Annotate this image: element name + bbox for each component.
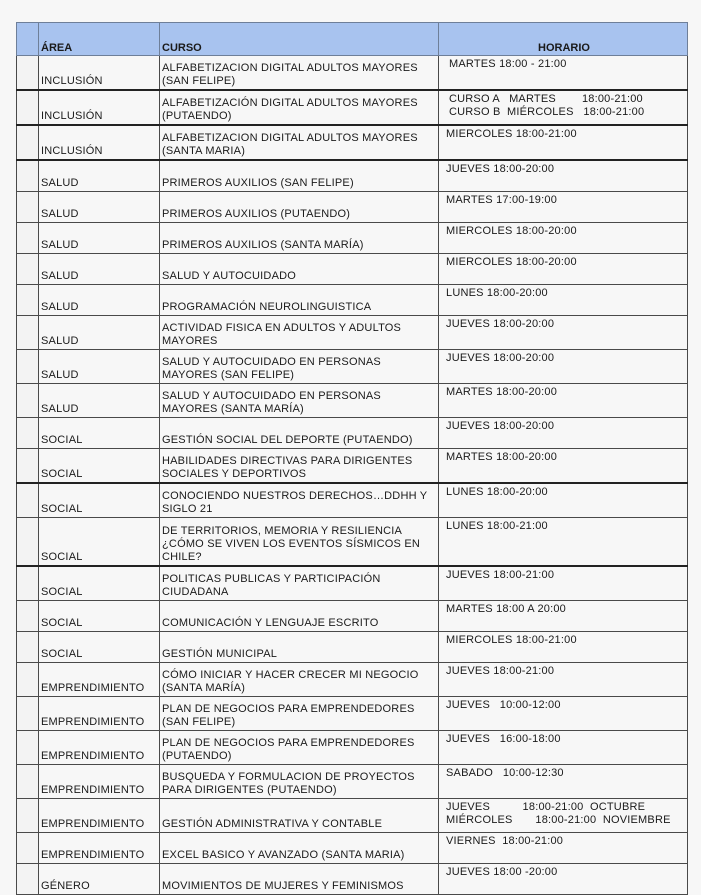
table-row [17,192,688,223]
row-blank-cell [17,765,39,799]
curso-cell [160,223,439,254]
table-row [17,223,688,254]
row-blank-cell [17,418,39,449]
curso-line: EXCEL BASICO Y AVANZADO (SANTA MARIA) [162,849,405,861]
horario-line: MARTES 18:00-20:00 [446,386,558,398]
curso-line: (SAN FELIPE) [162,75,236,87]
curso-cell [160,254,439,285]
curso-cell [160,56,439,91]
curso-cell [160,125,439,160]
row-blank-cell [17,56,39,91]
horario-line: LUNES 18:00-21:00 [446,520,548,532]
curso-line: SOCIALES Y DEPORTIVOS [162,468,307,480]
curso-line: CONOCIENDO NUESTROS DERECHOS…DDHH Y [162,490,428,502]
horario-line: MARTES 18:00 - 21:00 [449,58,567,70]
row-blank-cell [17,192,39,223]
horario-cell [439,518,688,567]
horario-line: LUNES 18:00-20:00 [446,486,548,498]
curso-line: PROGRAMACIÓN NEUROLINGUISTICA [162,301,372,313]
row-blank-cell [17,566,39,601]
area-cell: SOCIAL [39,601,160,632]
horario-line: SABADO 10:00-12:30 [446,767,564,779]
horario-cell [439,833,688,864]
horario-line: JUEVES 18:00-20:00 [446,420,555,432]
curso-line: COMUNICACIÓN Y LENGUAJE ESCRITO [162,617,379,629]
table-row [17,90,688,125]
curso-cell [160,192,439,223]
table-row [17,697,688,731]
row-blank-cell [17,601,39,632]
area-cell: SOCIAL [39,449,160,484]
table-row [17,350,688,384]
area-cell: SALUD [39,192,160,223]
row-blank-cell [17,350,39,384]
horario-line: MARTES 18:00 A 20:00 [446,603,566,615]
header-blank-cell [17,23,39,56]
curso-cell [160,418,439,449]
row-blank-cell [17,223,39,254]
area-cell: SOCIAL [39,566,160,601]
table-row [17,254,688,285]
curso-cell [160,483,439,518]
horario-line: MARTES 17:00-19:00 [446,194,558,206]
horario-cell [439,192,688,223]
curso-line: PARA DIRIGENTES (PUTAENDO) [162,784,337,796]
header-row [17,23,688,56]
schedule-rows [17,56,688,895]
horario-line: JUEVES 18:00-21:00 [446,569,555,581]
horario-line: JUEVES 18:00-20:00 [446,163,555,175]
table-row [17,799,688,833]
table-row [17,864,688,895]
header-area: ÁREA [39,23,160,56]
curso-line: MAYORES (SANTA MARÍA) [162,403,304,415]
table-row [17,418,688,449]
horario-cell [439,799,688,833]
row-blank-cell [17,160,39,192]
curso-cell [160,350,439,384]
horario-cell [439,566,688,601]
horario-line: JUEVES 18:00-21:00 [446,665,555,677]
horario-line: MIÉRCOLES 18:00-21:00 NOVIEMBRE [446,814,671,826]
curso-cell [160,765,439,799]
row-blank-cell [17,90,39,125]
table-row [17,566,688,601]
table-row [17,285,688,316]
curso-cell [160,449,439,484]
horario-cell [439,864,688,895]
curso-line: DE TERRITORIOS, MEMORIA Y RESILIENCIA [162,525,403,537]
curso-cell [160,316,439,350]
horario-line: JUEVES 16:00-18:00 [446,733,561,745]
curso-line: CIUDADANA [162,586,229,598]
table-row [17,601,688,632]
horario-cell [439,449,688,484]
curso-line: SALUD Y AUTOCUIDADO [162,270,297,282]
curso-cell [160,697,439,731]
area-cell: SOCIAL [39,518,160,567]
horario-cell [439,316,688,350]
curso-line: GESTIÓN ADMINISTRATIVA Y CONTABLE [162,818,383,830]
horario-cell [439,160,688,192]
horario-line: MIERCOLES 18:00-20:00 [446,225,577,237]
row-blank-cell [17,254,39,285]
row-blank-cell [17,384,39,418]
course-schedule-table [16,22,688,895]
table-row [17,518,688,567]
area-cell: GÉNERO [39,864,160,895]
table-row [17,384,688,418]
curso-line: SIGLO 21 [162,503,213,515]
area-cell: INCLUSIÓN [39,56,160,91]
horario-cell [439,384,688,418]
area-cell: EMPRENDIMIENTO [39,697,160,731]
horario-line: CURSO B MIÉRCOLES 18:00-21:00 [449,106,645,118]
horario-cell [439,663,688,697]
horario-cell [439,765,688,799]
curso-cell [160,601,439,632]
curso-line: SALUD Y AUTOCUIDADO EN PERSONAS [162,390,381,402]
table-row [17,125,688,160]
row-blank-cell [17,864,39,895]
horario-cell [439,418,688,449]
table-row [17,765,688,799]
horario-cell [439,90,688,125]
curso-line: CÓMO INICIAR Y HACER CRECER MI NEGOCIO [162,669,419,681]
horario-line: JUEVES 10:00-12:00 [446,699,561,711]
table-row [17,316,688,350]
table-row [17,663,688,697]
curso-cell [160,566,439,601]
row-blank-cell [17,449,39,484]
area-cell: EMPRENDIMIENTO [39,663,160,697]
horario-line: JUEVES 18:00-20:00 [446,352,555,364]
curso-line: HABILIDADES DIRECTIVAS PARA DIRIGENTES [162,455,413,467]
horario-cell [439,483,688,518]
curso-line: ALFABETIZACION DIGITAL ADULTOS MAYORES [162,62,418,74]
horario-cell [439,601,688,632]
horario-line: CURSO A MARTES 18:00-21:00 [449,93,643,105]
area-cell: SALUD [39,285,160,316]
curso-cell [160,731,439,765]
curso-cell [160,833,439,864]
area-cell: SALUD [39,384,160,418]
area-cell: SALUD [39,160,160,192]
horario-line: MIERCOLES 18:00-21:00 [446,128,577,140]
table-row [17,833,688,864]
curso-line: PLAN DE NEGOCIOS PARA EMPRENDEDORES [162,737,415,749]
horario-line: JUEVES 18:00-20:00 [446,318,555,330]
curso-line: PRIMEROS AUXILIOS (SAN FELIPE) [162,177,354,189]
horario-cell [439,125,688,160]
row-blank-cell [17,833,39,864]
header-horario: HORARIO [439,23,688,56]
horario-cell [439,223,688,254]
area-cell: EMPRENDIMIENTO [39,833,160,864]
curso-cell [160,632,439,663]
curso-line: ACTIVIDAD FISICA EN ADULTOS Y ADULTOS [162,322,402,334]
table-row [17,449,688,484]
curso-line: PRIMEROS AUXILIOS (PUTAENDO) [162,208,351,220]
table-row [17,731,688,765]
area-cell: SALUD [39,350,160,384]
curso-line: MAYORES [162,335,218,347]
curso-cell [160,90,439,125]
row-blank-cell [17,285,39,316]
table-row [17,160,688,192]
area-cell: SALUD [39,254,160,285]
curso-line: PLAN DE NEGOCIOS PARA EMPRENDEDORES [162,703,415,715]
curso-line: PRIMEROS AUXILIOS (SANTA MARÍA) [162,239,364,251]
horario-cell [439,56,688,91]
row-blank-cell [17,518,39,567]
header-curso: CURSO [160,23,439,56]
area-cell: SALUD [39,223,160,254]
horario-cell [439,254,688,285]
curso-line: (PUTAENDO) [162,110,232,122]
horario-cell [439,731,688,765]
horario-cell [439,697,688,731]
curso-line: CHILE? [162,551,202,563]
horario-line: MIERCOLES 18:00-20:00 [446,256,577,268]
row-blank-cell [17,663,39,697]
row-blank-cell [17,125,39,160]
curso-line: ALFABETIZACIÓN DIGITAL ADULTOS MAYORES [162,97,418,109]
horario-line: MIERCOLES 18:00-21:00 [446,634,577,646]
table-row [17,56,688,91]
curso-line: SALUD Y AUTOCUIDADO EN PERSONAS [162,356,381,368]
curso-line: BUSQUEDA Y FORMULACION DE PROYECTOS [162,771,415,783]
row-blank-cell [17,632,39,663]
area-cell: EMPRENDIMIENTO [39,731,160,765]
horario-line: JUEVES 18:00-21:00 OCTUBRE [446,801,646,813]
area-cell: EMPRENDIMIENTO [39,799,160,833]
area-cell: INCLUSIÓN [39,125,160,160]
curso-line: GESTIÓN SOCIAL DEL DEPORTE (PUTAENDO) [162,434,413,446]
curso-cell [160,160,439,192]
area-cell: SOCIAL [39,483,160,518]
course-schedule-sheet [16,22,687,895]
horario-line: JUEVES 18:00 -20:00 [446,866,558,878]
table-row [17,632,688,663]
curso-line: GESTIÓN MUNICIPAL [162,648,278,660]
area-cell: INCLUSIÓN [39,90,160,125]
curso-line: (SANTA MARÍA) [162,682,246,694]
curso-line: ALFABETIZACION DIGITAL ADULTOS MAYORES [162,132,418,144]
curso-cell [160,799,439,833]
row-blank-cell [17,316,39,350]
curso-line: POLITICAS PUBLICAS Y PARTICIPACIÓN [162,573,381,585]
curso-line: (SAN FELIPE) [162,716,236,728]
curso-cell [160,864,439,895]
horario-cell [439,350,688,384]
curso-cell [160,663,439,697]
row-blank-cell [17,697,39,731]
horario-line: LUNES 18:00-20:00 [446,287,548,299]
area-cell: SOCIAL [39,632,160,663]
row-blank-cell [17,483,39,518]
curso-line: (SANTA MARIA) [162,145,246,157]
curso-line: (PUTAENDO) [162,750,232,762]
horario-line: MARTES 18:00-20:00 [446,451,558,463]
horario-cell [439,285,688,316]
row-blank-cell [17,799,39,833]
curso-cell [160,384,439,418]
curso-cell [160,518,439,567]
area-cell: SALUD [39,316,160,350]
area-cell: EMPRENDIMIENTO [39,765,160,799]
area-cell: SOCIAL [39,418,160,449]
horario-line: VIERNES 18:00-21:00 [446,835,564,847]
curso-cell [160,285,439,316]
curso-line: ¿CÓMO SE VIVEN LOS EVENTOS SÍSMICOS EN [162,538,421,550]
curso-line: MOVIMIENTOS DE MUJERES Y FEMINISMOS [162,880,404,892]
curso-line: MAYORES (SAN FELIPE) [162,369,295,381]
row-blank-cell [17,731,39,765]
table-row [17,483,688,518]
horario-cell [439,632,688,663]
